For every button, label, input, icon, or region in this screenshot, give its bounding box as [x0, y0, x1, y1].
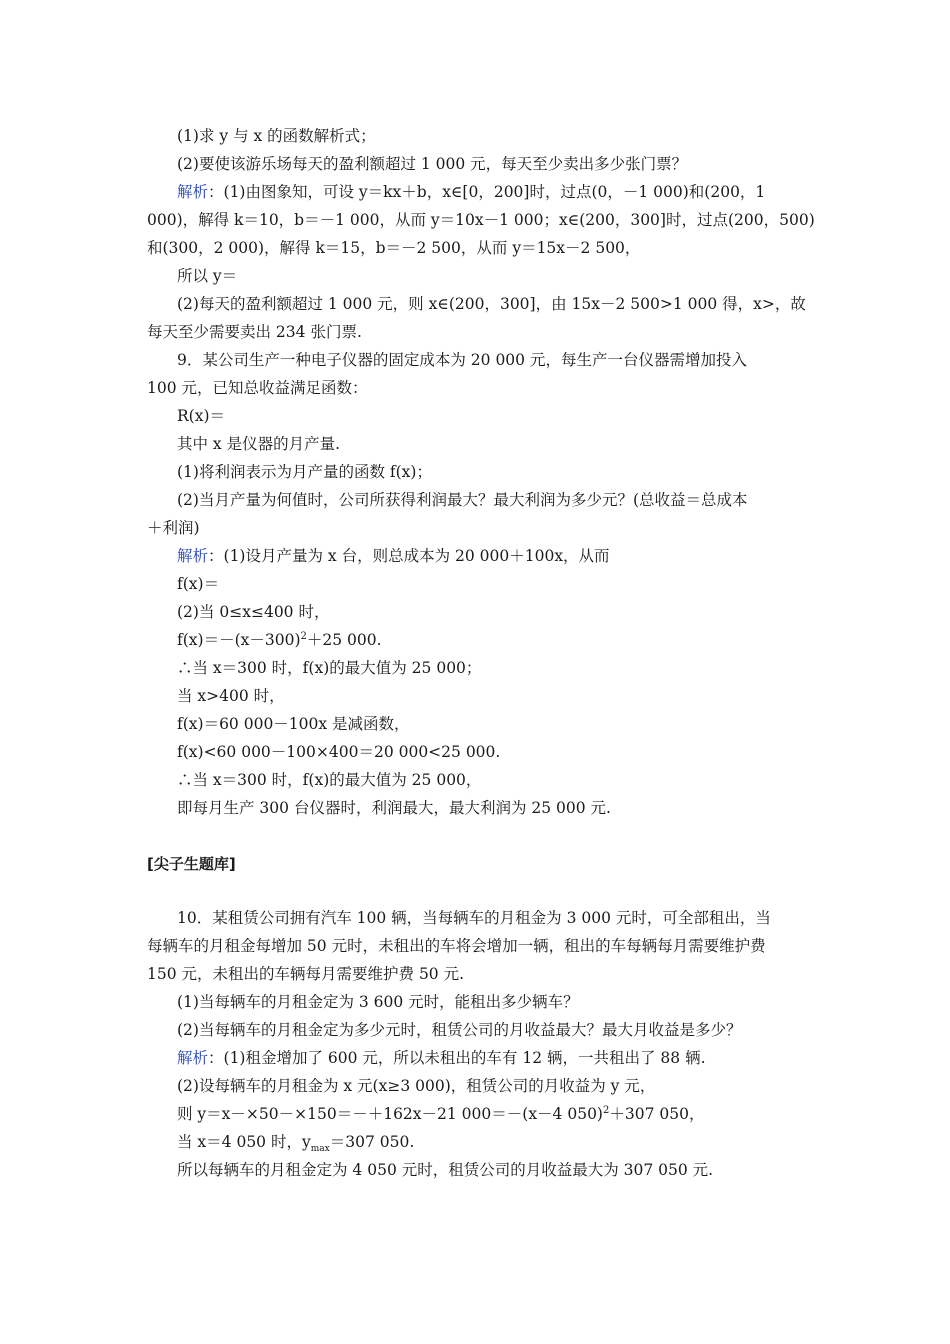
q9-solution-line-2: f(x)＝ [177, 575, 220, 593]
q8-part2: (2)要使该游乐场每天的盈利额超过 1 000 元，每天至少卖出多少张门票？ [177, 155, 688, 173]
q9-text-line-4: 其中 x 是仪器的月产量. [177, 435, 341, 453]
q10-text-line-1: 10．某租赁公司拥有汽车 100 辆，当每辆车的月租金为 3 000 元时，可全部租出，当 [177, 909, 771, 927]
section-heading: [尖子生题库] [147, 855, 236, 873]
q8-solution-line-5: (2)每天的盈利额超过 1 000 元，则 x∈(200，300]，由 15x－2 500>1 000 得，x>，故 [177, 295, 806, 313]
q9-solution-line-6: 当 x>400 时， [177, 687, 285, 705]
q10-part2: (2)当每辆车的月租金定为多少元时，租赁公司的月收益最大？最大月收益是多少？ [177, 1021, 742, 1039]
q10-text-line-2: 每辆车的月租金每增加 50 元时，未租出的车将会增加一辆，租出的车每辆每月需要维护费 [147, 937, 766, 955]
q9-part1: (1)将利润表示为月产量的函数 f(x)； [177, 463, 432, 481]
q10-solution-line-5: 所以每辆车的月租金定为 4 050 元时，租赁公司的月收益最大为 307 050 元. [177, 1161, 714, 1179]
solution-label: 解析 [177, 183, 209, 201]
q10-solution-line-1: 解析：(1)租金增加了 600 元，所以未租出的车有 12 辆，一共租出了 88 辆. [177, 1049, 706, 1067]
q10-text-line-3: 150 元，未租出的车辆每月需要维护费 50 元. [147, 965, 465, 983]
q9-solution-line-1: 解析：(1)设月产量为 x 台，则总成本为 20 000＋100x，从而 [177, 547, 610, 565]
q8-solution-line-4: 所以 y＝ [177, 267, 238, 285]
q9-solution-line-4: $f(x)=-(x-300)^2+25$ 000. [177, 631, 382, 649]
q10-solution-line-4: 当 x＝4 050 时，$y_{max}=307$ 050. [177, 1133, 415, 1154]
q8-solution-line-1: 解析：(1)由图象知，可设 y＝kx＋b，x∈[0，200]时，过点(0，－1 000)和(200，1 [177, 183, 766, 201]
q8-solution-line-2: 000)，解得 k＝10，b＝－1 000，从而 y＝10x－1 000；x∈(200，300]时，过点(200，500) [147, 211, 815, 229]
q8-part1: (1)求 y 与 x 的函数解析式； [177, 127, 376, 145]
q9-solution-line-8: f(x)<60 000－100×400＝20 000<25 000. [177, 743, 501, 761]
q9-text-line-2: 100 元，已知总收益满足函数： [147, 379, 368, 397]
q9-text-line-1: 9．某公司生产一种电子仪器的固定成本为 20 000 元，每生产一台仪器需增加投入 [177, 351, 747, 369]
solution-label: 解析 [177, 547, 209, 565]
q9-solution-line-10: 即每月生产 300 台仪器时，利润最大，最大利润为 25 000 元. [177, 799, 611, 817]
q9-revenue-function: R(x)＝ [177, 407, 226, 425]
q8-solution-line-6: 每天至少需要卖出 234 张门票. [147, 323, 362, 341]
q9-solution-line-7: f(x)＝60 000－100x 是减函数， [177, 715, 410, 733]
q9-solution-line-3: (2)当 0≤x≤400 时， [177, 603, 330, 621]
q9-part2: (2)当月产量为何值时，公司所获得利润最大？最大利润为多少元？(总收益＝总成本 [177, 491, 748, 509]
q9-solution-line-9: ∴当 x＝300 时，f(x)的最大值为 25 000， [177, 771, 482, 789]
q8-solution-line-3: 和(300，2 000)，解得 k＝15，b＝－2 500，从而 y＝15x－2 500， [147, 239, 641, 257]
q9-part2-cont: ＋利润) [147, 519, 200, 537]
q9-solution-line-5: ∴当 x＝300 时，f(x)的最大值为 25 000； [177, 659, 482, 677]
q10-part1: (1)当每辆车的月租金定为 3 600 元时，能租出多少辆车？ [177, 993, 579, 1011]
q10-solution-line-3: 则 y＝x－×50－×150＝－＋162x－21 000＝－(x－4 050)$^2$＋307 050， [177, 1105, 705, 1123]
q10-solution-line-2: (2)设每辆车的月租金为 x 元(x≥3 000)，租赁公司的月收益为 y 元， [177, 1077, 656, 1095]
solution-label: 解析 [177, 1049, 209, 1067]
